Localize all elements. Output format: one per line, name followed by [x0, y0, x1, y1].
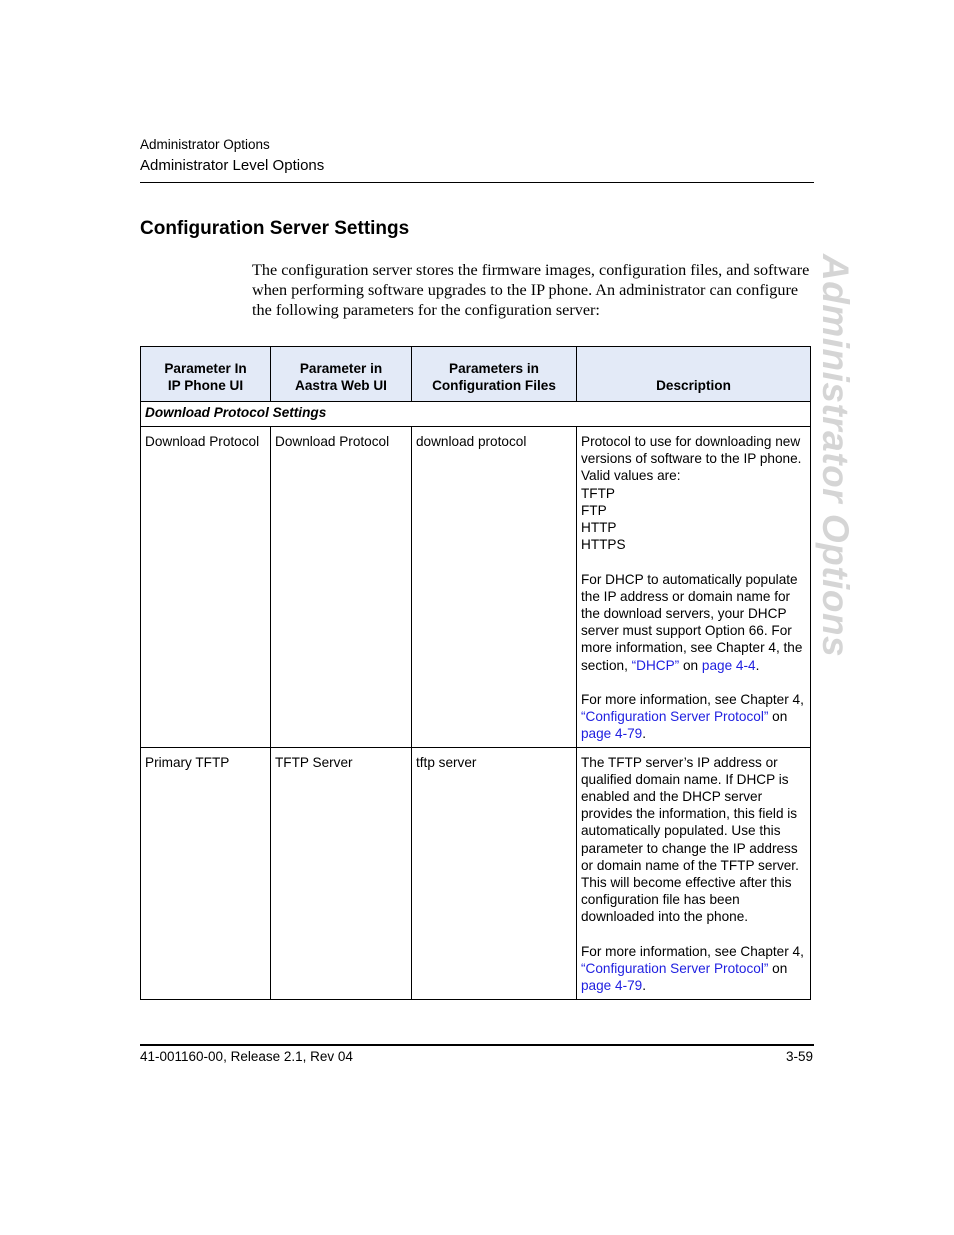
section-title: Configuration Server Settings: [140, 218, 410, 239]
table-header-row: [141, 347, 811, 402]
link-dhcp[interactable]: “DHCP”: [631, 657, 680, 673]
col-header-config-files: Parameters in Configuration Files: [412, 347, 577, 402]
link-configuration-server-protocol[interactable]: “Configuration Server Protocol”: [581, 961, 769, 977]
link-page-4-79[interactable]: page 4-79: [581, 726, 643, 742]
link-page-4-4[interactable]: page 4-4: [701, 657, 756, 673]
description-text: . For more information, see Chapter 4,: [581, 657, 804, 708]
footer-doc-id: 41-001160-00, Release 2.1, Rev 04: [140, 1049, 353, 1064]
cell-web-ui: TFTP Server: [271, 747, 412, 999]
description-text: on: [768, 961, 788, 977]
table-row: [141, 427, 811, 748]
description-text: The TFTP server’s IP address or qualified domain name. If DHCP is enabled and the DHCP server provides the information, this field is automatically populated. Use this parameter to change the IP address or domain name of the TFTP server. This will become effective after this configuration file has been downloaded into the phone. For more information, see Chapter 4,: [581, 754, 804, 959]
cell-config-files: download protocol: [412, 427, 577, 748]
cell-description: [577, 427, 811, 748]
page-number: 3-59: [785, 1049, 813, 1064]
table-row: [141, 747, 811, 999]
col-header-description: Description: [577, 347, 811, 402]
cell-ip-phone-ui: Primary TFTP: [141, 747, 271, 999]
footer-rule: [140, 1044, 814, 1046]
col-header-ip-phone-ui: Parameter In IP Phone UI: [141, 347, 271, 402]
table-section-row: [141, 402, 811, 427]
intro-paragraph: The configuration server stores the firmware images, configuration files, and software when performing software upgrades to the IP phone. An administrator can configure the following parameters for the configuration server:: [252, 261, 810, 319]
side-chapter-tab: [810, 254, 856, 658]
cell-ip-phone-ui: Download Protocol: [141, 427, 271, 748]
cell-config-files: tftp server: [412, 747, 577, 999]
side-chapter-tab-label: Administrator Options: [815, 254, 856, 658]
cell-description: [577, 747, 811, 999]
description-text: on: [768, 709, 788, 725]
link-configuration-server-protocol[interactable]: “Configuration Server Protocol”: [581, 709, 769, 725]
running-header-section: Administrator Level Options: [140, 157, 325, 174]
parameters-table: [140, 346, 811, 1000]
section-label: Download Protocol Settings: [141, 402, 811, 427]
header-rule: [140, 182, 814, 183]
cell-web-ui: Download Protocol: [271, 427, 412, 748]
col-header-web-ui: Parameter in Aastra Web UI: [271, 347, 412, 402]
running-header-chapter: Administrator Options: [140, 137, 270, 152]
description-text: .: [642, 978, 647, 994]
description-text: .: [642, 726, 647, 742]
description-text: on: [679, 657, 702, 673]
link-page-4-79[interactable]: page 4-79: [581, 978, 643, 994]
description-text: Protocol to use for downloading new versions of software to the IP phone. Valid values are: TFTP FTP HTTP HTTPS For DHCP to automatically populate the IP address or domain name for the download servers, your DHCP server must support Option 66. For more information, see Chapter 4, the section,: [581, 434, 803, 673]
